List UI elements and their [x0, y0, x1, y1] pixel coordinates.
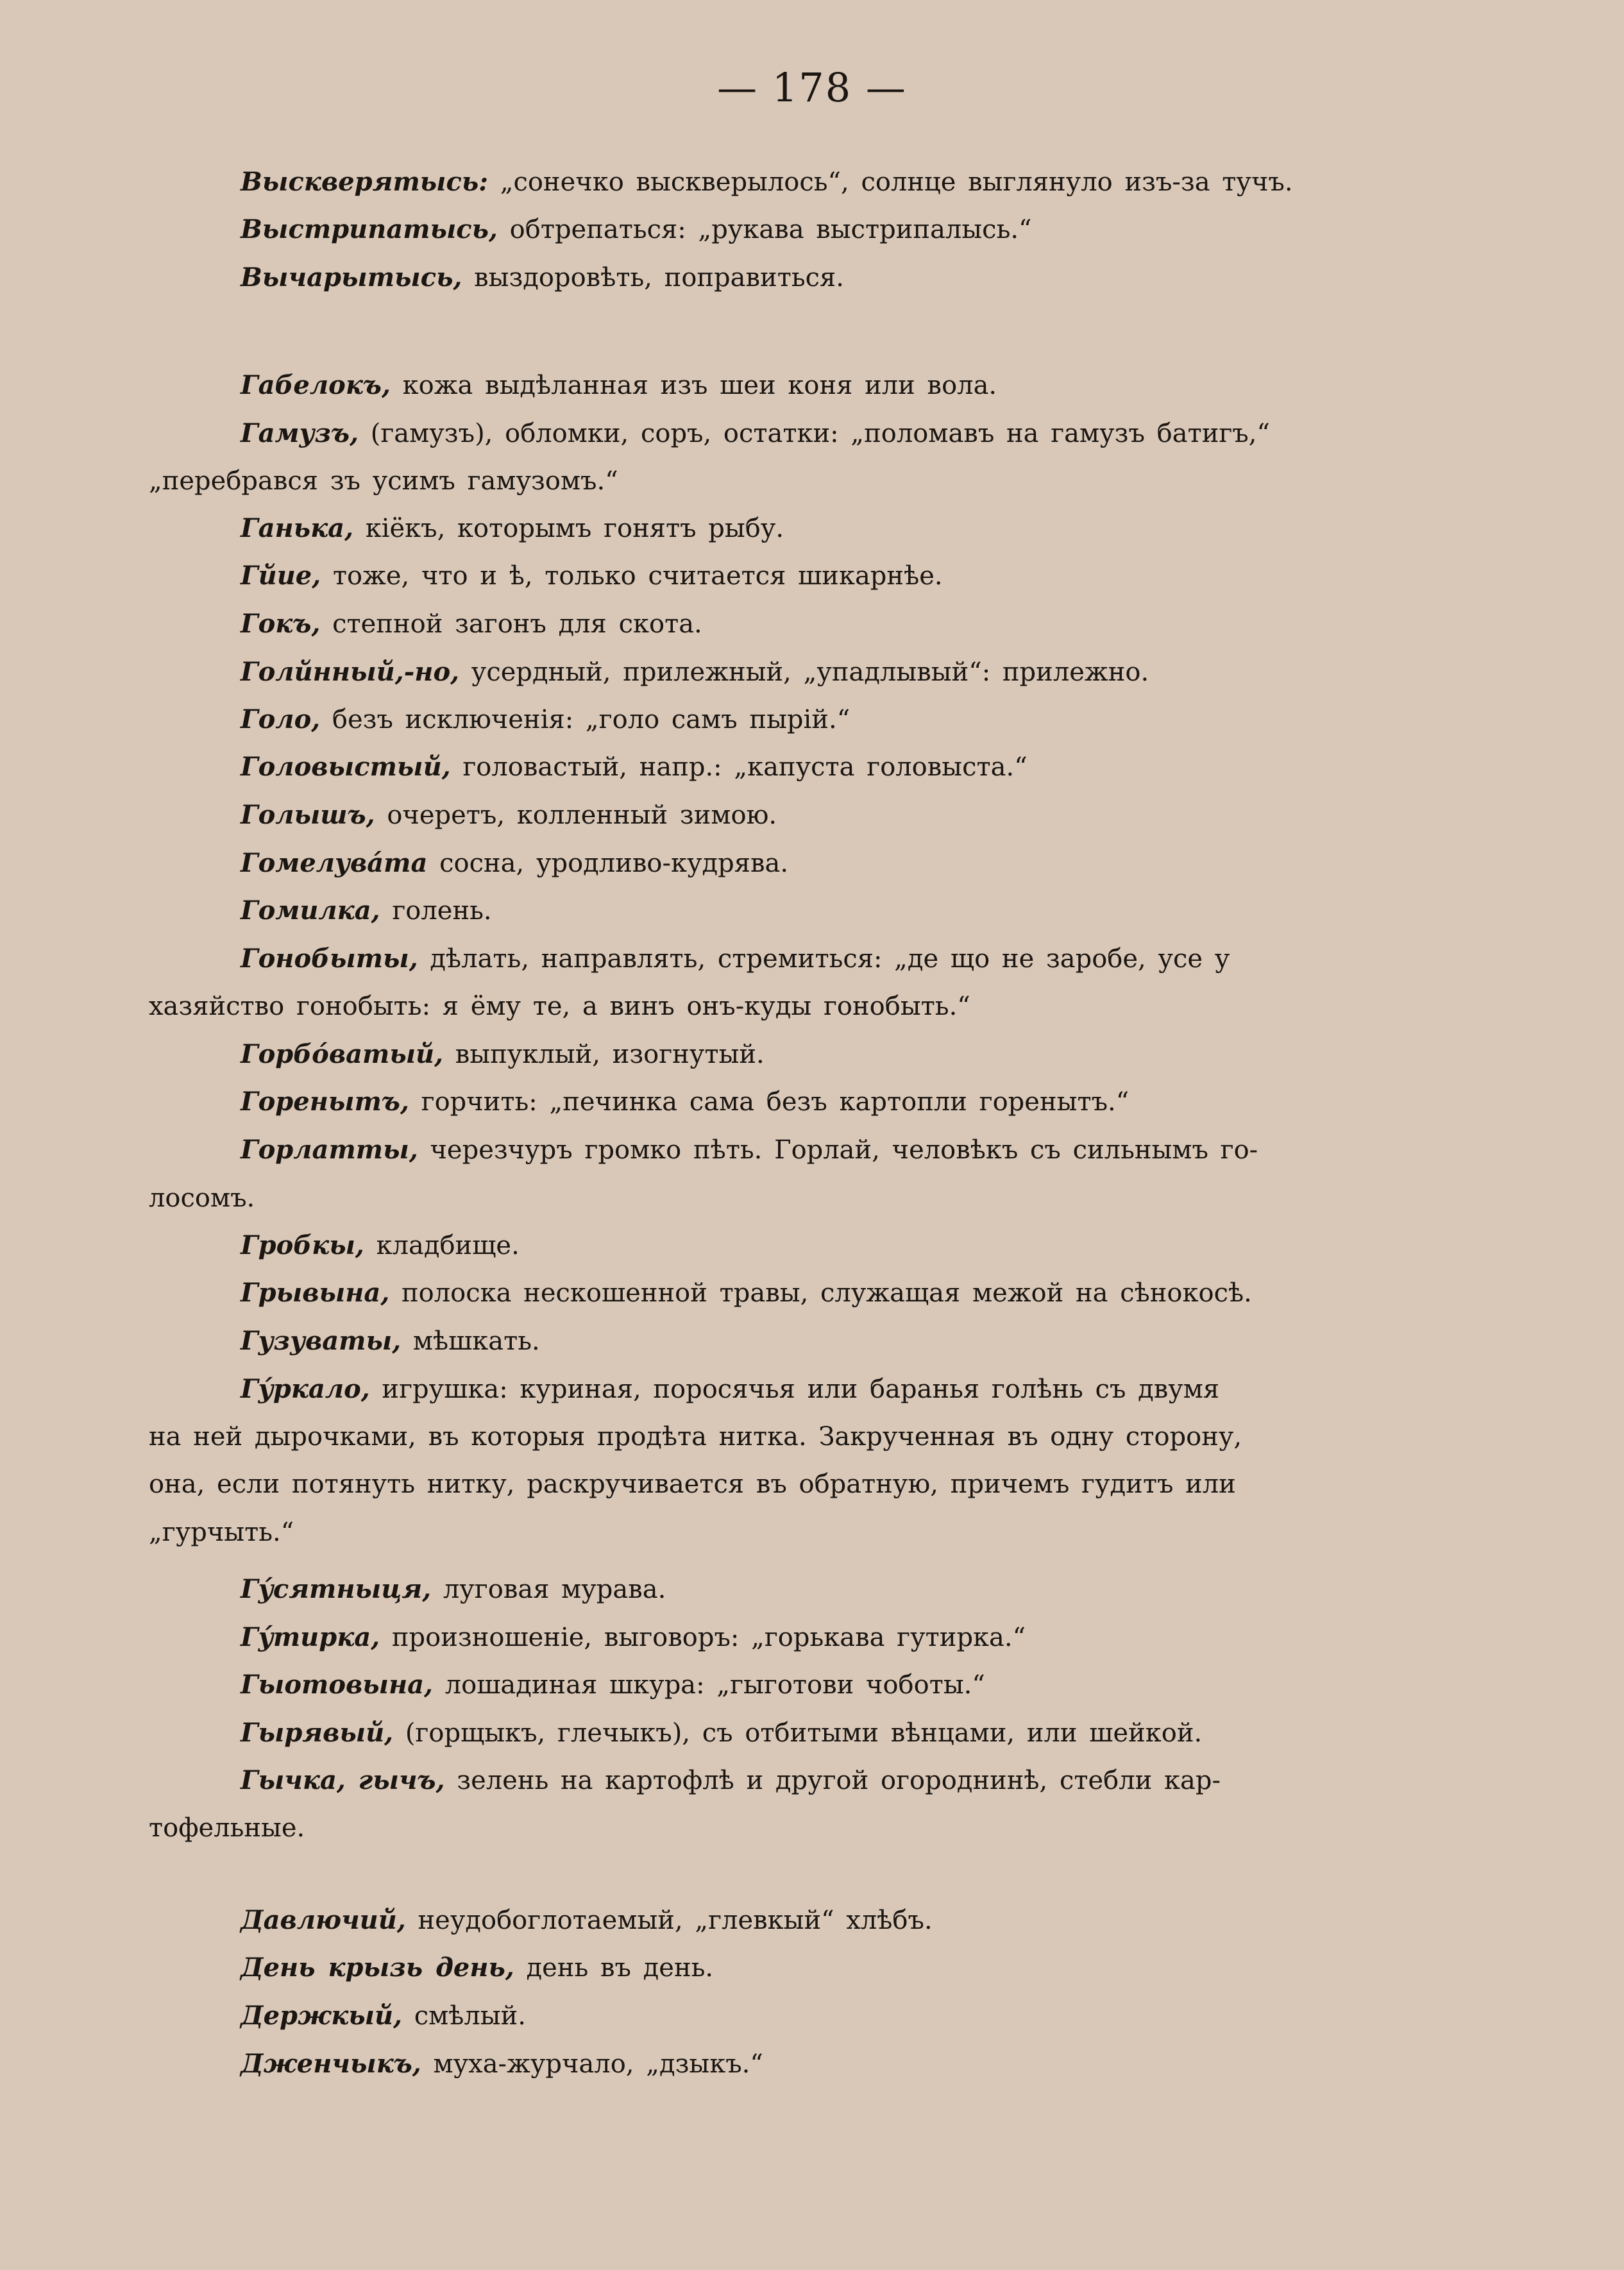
entry-continuation: [149, 1514, 294, 1550]
headword: Гомилка,: [241, 895, 380, 926]
definition: очеретъ, колленный зимою.: [375, 800, 777, 830]
definition: (гамузъ), обломки, соръ, остатки: „поломавъ на гамузъ батигъ,“: [359, 419, 1270, 448]
dictionary-entry: [241, 212, 1032, 248]
dictionary-entry: [241, 1763, 1221, 1799]
headword: Держкый,: [241, 2001, 402, 2031]
dictionary-entry: [241, 1715, 1202, 1751]
headword: Горенытъ,: [241, 1087, 409, 1117]
headword: Грывына,: [241, 1278, 390, 1308]
headword: Гýсятныця,: [241, 1574, 432, 1604]
headword: Ганька,: [241, 513, 353, 543]
dictionary-entry: [241, 702, 850, 738]
definition: тоже, что и ѣ, только считается шикарнѣе.: [321, 561, 943, 591]
definition: черезчуръ громко пѣть. Горлай, человѣкъ съ сильнымъ го-: [418, 1135, 1258, 1165]
headword: Голышъ,: [241, 800, 375, 830]
headword: Гомелувáта: [241, 848, 428, 878]
definition: тофельные.: [149, 1813, 305, 1843]
dictionary-entry: [241, 1228, 520, 1264]
dictionary-entry: [241, 368, 997, 403]
headword: Голо,: [241, 704, 321, 734]
dictionary-entry: [241, 2046, 763, 2082]
definition: выпуклый, изогнутый.: [443, 1040, 765, 1069]
headword: День крызь день,: [241, 1952, 514, 1983]
definition: лошадиная шкура: „гыготови чоботы.“: [432, 1670, 985, 1700]
definition: (горщыкъ, глечыкъ), съ отбитыми вѣнцами, или шейкой.: [393, 1718, 1203, 1748]
headword: Гокъ,: [241, 609, 321, 639]
headword: Горлатты,: [241, 1135, 418, 1165]
definition: на ней дырочками, въ которыя продѣта нитка. Закрученная въ одну сторону,: [149, 1422, 1242, 1452]
dictionary-entry: [241, 749, 1028, 785]
headword: Гýркало,: [241, 1374, 370, 1404]
definition: усердный, прилежный, „упадлывый“: прилежно.: [459, 657, 1149, 687]
headword: Гробкы,: [241, 1230, 364, 1260]
definition: кожа выдѣланная изъ шеи коня или вола.: [390, 371, 997, 400]
definition: степной загонъ для скота.: [320, 609, 702, 639]
dictionary-entry: [241, 511, 784, 546]
headword: Давлючий,: [241, 1905, 406, 1935]
definition: неудобоглотаемый, „глевкый“ хлѣбъ.: [405, 1906, 933, 1935]
definition: лосомъ.: [149, 1183, 255, 1213]
definition: выздоровѣть, поправиться.: [462, 263, 844, 292]
definition: голень.: [380, 896, 492, 926]
definition: сосна, уродливо-кудрява.: [427, 849, 789, 878]
dictionary-entry: [241, 1620, 1026, 1656]
dictionary-entry: [241, 1950, 713, 1986]
headword: Вычарытысь,: [241, 262, 462, 292]
entry-continuation: [149, 1466, 1236, 1502]
definition: „сонечко выскверылось“, солнце выглянуло изъ-за тучъ.: [488, 167, 1293, 197]
dictionary-entry: [241, 1132, 1258, 1168]
definition: обтрепаться: „рукава выстрипалысь.“: [497, 215, 1032, 244]
headword: Гонобыты,: [241, 944, 418, 974]
definition: день въ день.: [514, 1953, 714, 1983]
dictionary-entry: [241, 845, 788, 881]
entry-continuation: [149, 988, 970, 1024]
page-number: — 178 —: [717, 64, 907, 111]
dictionary-entry: [241, 654, 1149, 690]
entry-continuation: [149, 1810, 305, 1846]
dictionary-entry: [241, 1037, 765, 1072]
dictionary-entry: [241, 1084, 1129, 1120]
dictionary-entry: [241, 1275, 1252, 1311]
dictionary-entry: [241, 1667, 985, 1703]
definition: полоска нескошенной травы, служащая межой на сѣнокосѣ.: [389, 1278, 1252, 1308]
definition: „перебрався зъ усимъ гамузомъ.“: [149, 466, 618, 496]
headword: Гырявый,: [241, 1718, 394, 1748]
headword: Головыстый,: [241, 752, 451, 782]
definition: зелень на картофлѣ и другой огороднинѣ, стебли кар-: [444, 1766, 1221, 1795]
definition: смѣлый.: [402, 2001, 526, 2031]
headword: Горбóватый,: [241, 1039, 444, 1069]
definition: горчить: „печинка сама безъ картопли горенытъ.“: [409, 1087, 1129, 1117]
headword: Гычка, гычъ,: [241, 1765, 445, 1795]
dictionary-entry: [241, 1323, 540, 1359]
definition: мѣшкать.: [401, 1326, 540, 1356]
definition: игрушка: куриная, поросячья или баранья голѣнь съ двумя: [369, 1375, 1220, 1404]
definition: безъ исключенія: „голо самъ пырій.“: [320, 705, 850, 734]
entry-continuation: [149, 463, 618, 499]
headword: Габелокъ,: [241, 370, 391, 400]
definition: головастый, напр.: „капуста головыста.“: [450, 752, 1028, 782]
definition: кіёкъ, которымъ гонятъ рыбу.: [353, 514, 784, 543]
entry-continuation: [149, 1419, 1242, 1455]
headword: Выстрипатысь,: [241, 214, 498, 244]
definition: кладбище.: [364, 1231, 520, 1260]
headword: Гыотовына,: [241, 1670, 433, 1700]
dictionary-entry: [241, 164, 1293, 200]
dictionary-entry: [241, 1902, 933, 1938]
definition: муха-журчало, „дзыкъ.“: [421, 2049, 763, 2079]
headword: Гузуваты,: [241, 1326, 402, 1356]
definition: она, если потянуть нитку, раскручивается въ обратную, причемъ гудитъ или: [149, 1470, 1236, 1499]
definition: луговая мурава.: [431, 1575, 666, 1604]
headword: Дженчыкъ,: [241, 2049, 421, 2079]
dictionary-entry: [241, 941, 1230, 977]
dictionary-entry: [241, 260, 844, 296]
dictionary-entry: [241, 1571, 666, 1607]
dictionary-entry: [241, 1998, 526, 2034]
headword: Гамузъ,: [241, 418, 359, 448]
definition: произношеніе, выговоръ: „горькава гутирка.“: [380, 1623, 1026, 1652]
definition: хазяйство гонобыть: я ёму те, а винъ онъ-куды гонобыть.“: [149, 992, 970, 1021]
dictionary-entry: [241, 606, 702, 642]
dictionary-entry: [241, 416, 1270, 452]
headword: Голйнный,-но,: [241, 657, 460, 687]
dictionary-entry: [241, 797, 777, 833]
entry-continuation: [149, 1180, 255, 1216]
headword: Выскверятысь:: [241, 167, 488, 197]
dictionary-entry: [241, 893, 492, 929]
definition: дѣлать, направлять, стремиться: „де що не заробе, усе у: [418, 944, 1230, 974]
dictionary-entry: [241, 558, 943, 594]
dictionary-entry: [241, 1371, 1219, 1407]
headword: Гйие,: [241, 561, 321, 591]
definition: „гурчыть.“: [149, 1518, 294, 1547]
headword: Гýтирка,: [241, 1622, 380, 1652]
